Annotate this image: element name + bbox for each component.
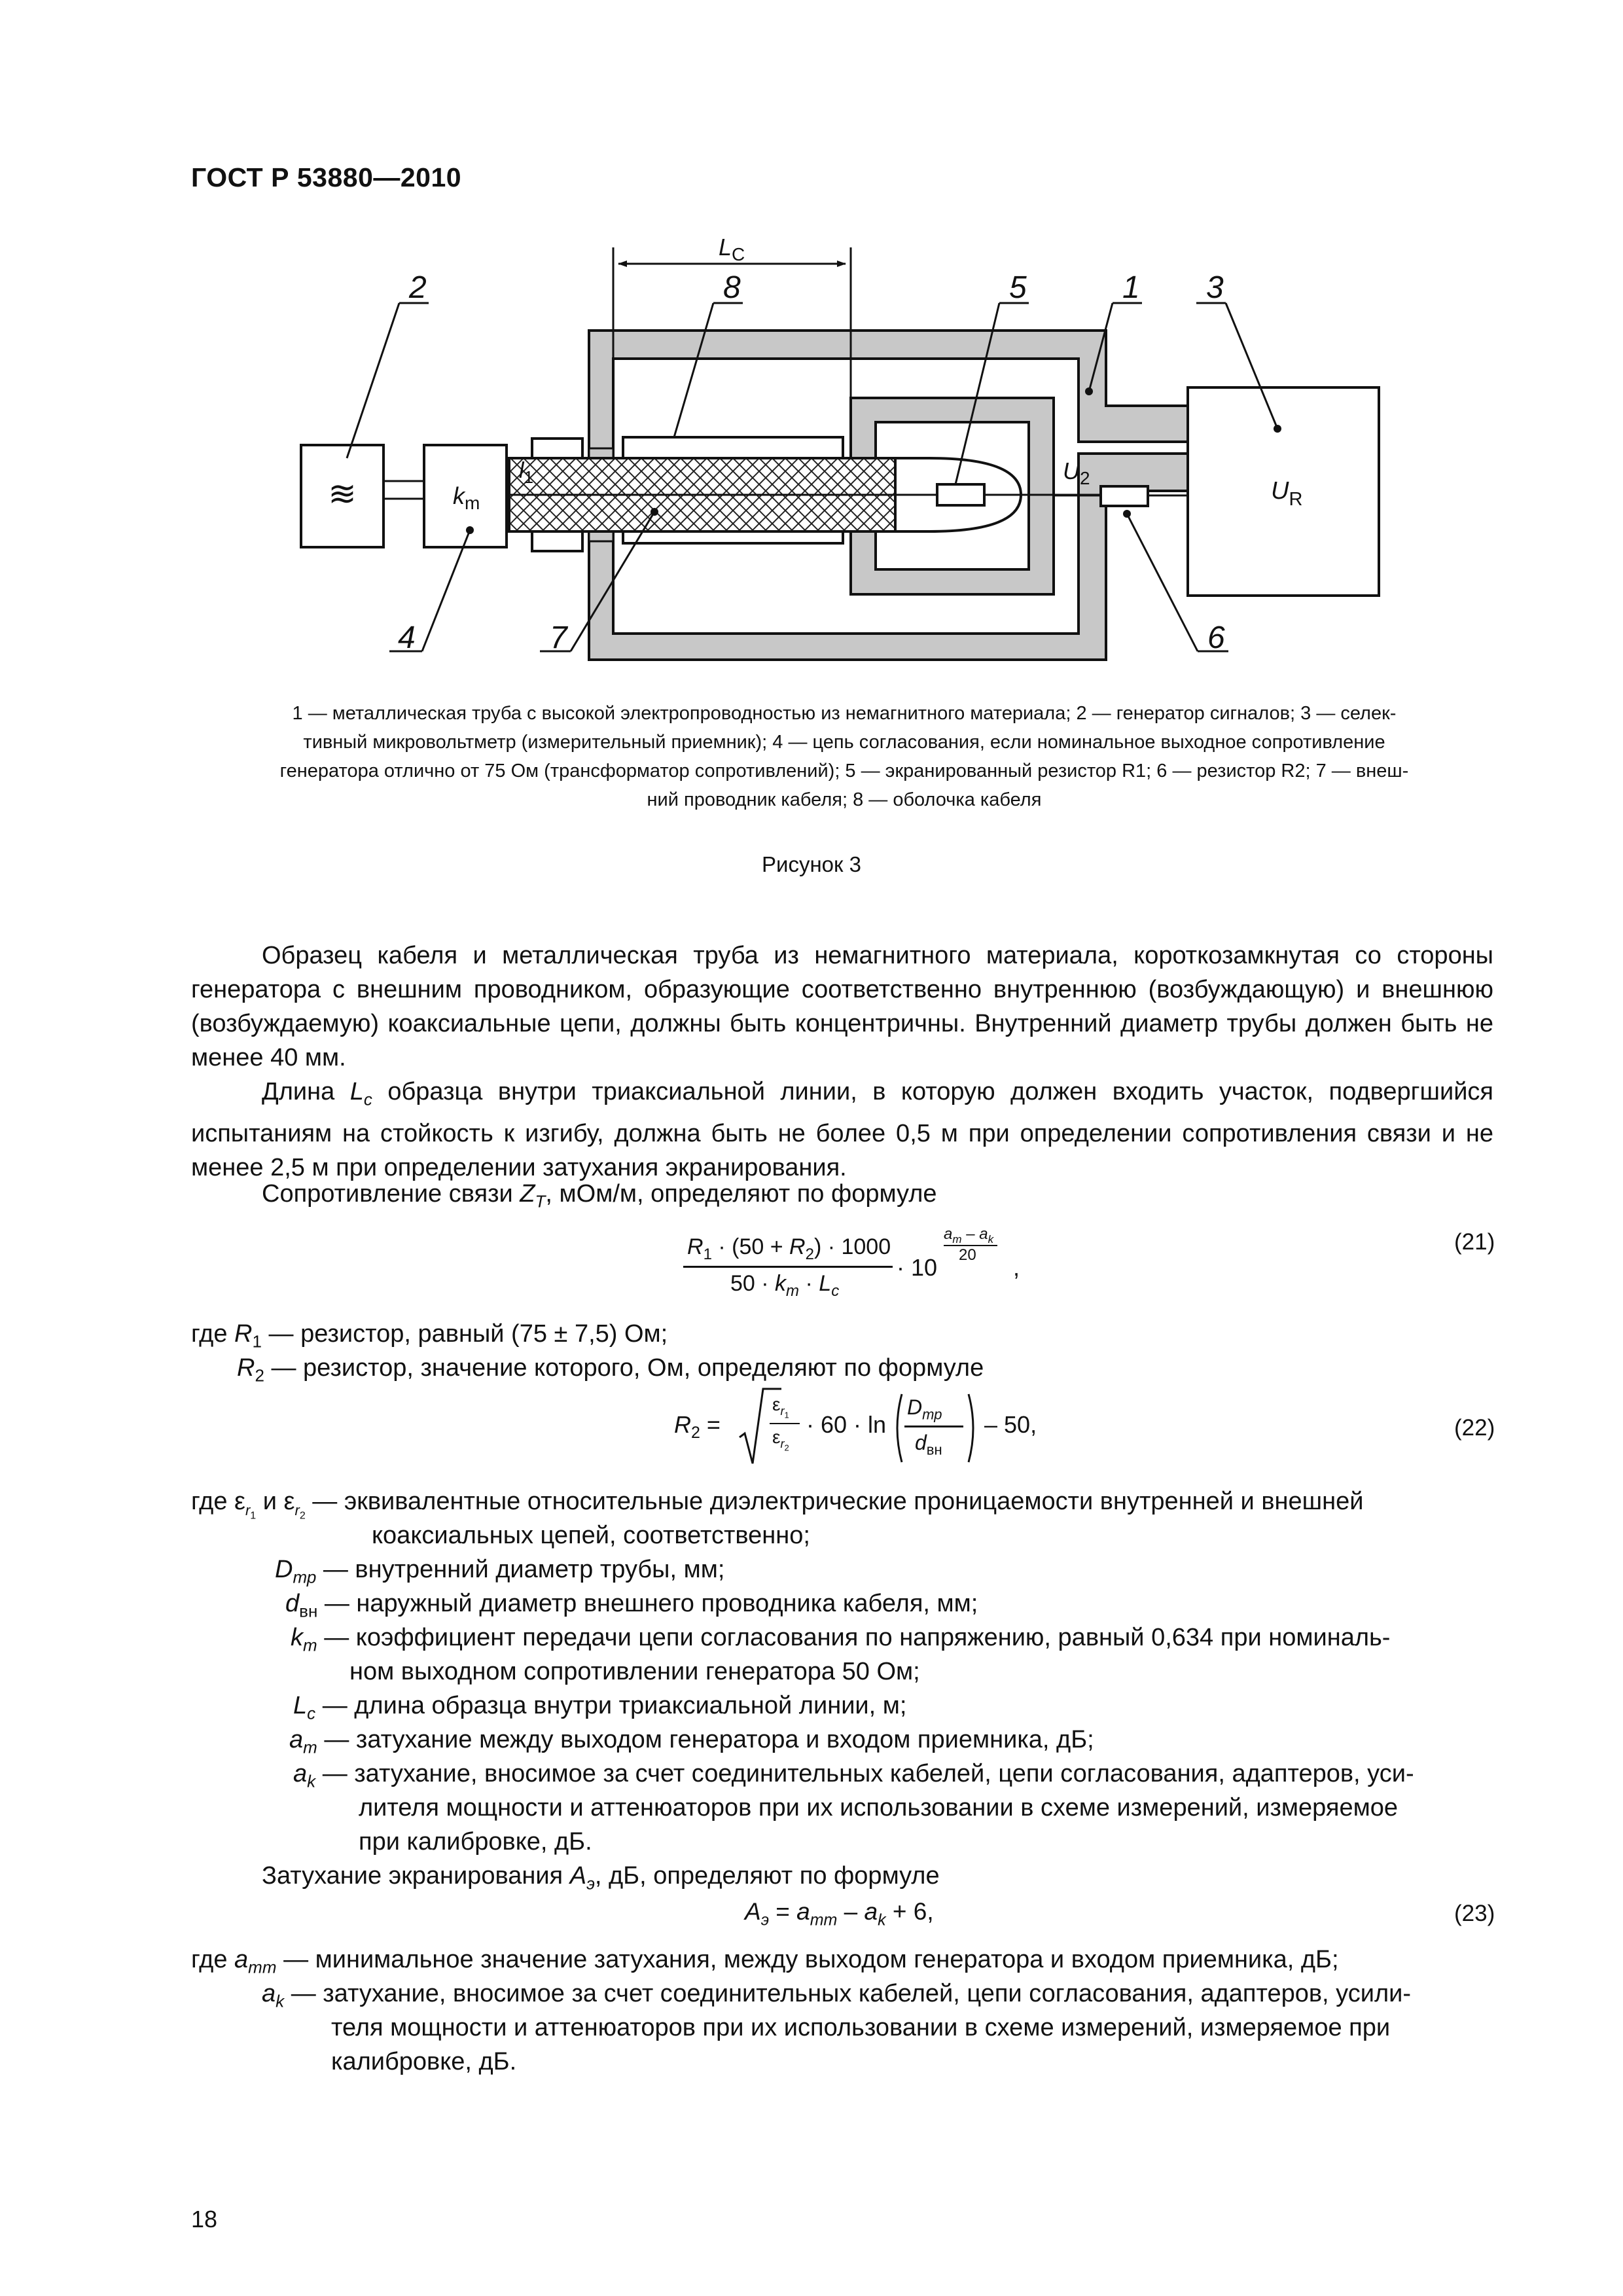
definition-km-cont: ном выходном сопротивлении генератора 50 Ом; xyxy=(349,1658,920,1685)
definition-am: $a_m$ — затухание между выходом генератора и входом приемника, дБ; xyxy=(289,1726,1094,1757)
ur-label: $U_R$ xyxy=(1271,477,1303,510)
paragraph-3: Сопротивление связи $Z_T$, мОм/м, определяют по формуле xyxy=(262,1180,937,1211)
figure-label: Рисунок 3 xyxy=(762,852,861,876)
definition-ak: $a_k$ — затухание, вносимое за счет соединительных кабелей, цепи согласования, адаптеров, уси- xyxy=(293,1760,1414,1791)
callout-8: 8 xyxy=(723,270,741,305)
resistor-r2 xyxy=(1101,486,1148,506)
l1-label: $l_1$ xyxy=(519,458,534,487)
equation-number-23: (23) xyxy=(1454,1901,1495,1926)
definition-ak-cont: лителя мощности и аттенюаторов при их использовании в схеме измерений, измеряемое xyxy=(359,1794,1398,1821)
definition-r2: $R_2$ — резистор, значение которого, Ом, определяют по формуле xyxy=(237,1354,984,1386)
callout-1: 1 xyxy=(1122,270,1140,305)
definition-km: $k_m$ — коэффициент передачи цепи согласования по напряжению, равный 0,634 при номиналь- xyxy=(291,1624,1391,1655)
resistor-r1 xyxy=(937,484,984,505)
formula-21: $R_1 \cdot (50 + R_2) \cdot 1000$ $50 \cdot k_m \cdot L_c$ · 10 $a_m - a_k$ 20 , xyxy=(681,1225,1073,1310)
callout-4: 4 xyxy=(398,620,416,655)
definition-amm: где $a_{mm}$ — минимальное значение затухания, между выходом генератора и входом приемника, дБ; xyxy=(191,1946,1339,1977)
definition-ak-cont-2: при калибровке, дБ. xyxy=(359,1828,592,1856)
callout-7: 7 xyxy=(550,620,567,655)
definitions-list xyxy=(191,1484,1500,1825)
page-number: 18 xyxy=(191,2206,218,2233)
caption-line: 1 — металлическая труба с высокой электропроводностью из немагнитного материала; 2 — генератор сигналов; 3 — селек- xyxy=(292,703,1397,724)
definition-eps-cont: коаксиальных цепей, соответственно; xyxy=(372,1522,810,1549)
km-label: $k_m$ xyxy=(453,482,480,513)
definition-dvn: $d_{вн}$ — наружный диаметр внешнего проводника кабеля, мм; xyxy=(285,1590,978,1621)
callout-3: 3 xyxy=(1206,270,1224,305)
formula-23: $A_э = a_{mm} - a_k + 6$, xyxy=(745,1898,934,1929)
u2-label: $U_2$ xyxy=(1063,457,1090,488)
figure-caption xyxy=(196,699,1492,814)
callout-6: 6 xyxy=(1207,620,1225,655)
callout-2: 2 xyxy=(409,270,427,305)
definition-ak2-cont-2: калибровке, дБ. xyxy=(331,2048,517,2075)
figure-3-diagram xyxy=(0,0,1623,694)
paragraph-4: Затухание экранирования $A_э$, дБ, определяют по формуле xyxy=(262,1862,940,1893)
formula-22: $R_2$ = $\varepsilon_{r_1}$ $\varepsilon_{r_2}$ · 60 · ln $D_{тр}$ $d_{вн}$ – 50, xyxy=(674,1386,1080,1471)
caption-line: тивный микровольтметр (измерительный приемник); 4 — цепь согласования, если номинальное выходное сопротивление xyxy=(303,732,1385,753)
definition-lc: $L_c$ — длина образца внутри триаксиальной линии, м; xyxy=(293,1692,907,1723)
paragraph-2: Длина $L_c$ образца внутри триаксиальной линии, в которую должен входить участок, подвергшийся испытаниям на стойкость к изгибу, должна быть не более 0,5 м при определении сопротивления связи и не менее 2,5 м при определении затухания экранирования. xyxy=(191,1078,1493,1181)
caption-line: генератора отлично от 75 Ом (трансформатор сопротивлений); 5 — экранированный резистор R1; 6 — резистор R2; 7 — внеш- xyxy=(279,761,1409,781)
caption-line: ний проводник кабеля; 8 — оболочка кабеля xyxy=(647,789,1042,810)
document-header: ГОСТ Р 53880—2010 xyxy=(191,162,462,192)
definition-r1: где $R_1$ — резистор, равный (75 ± 7,5) Ом; xyxy=(191,1320,668,1352)
definition-ak2-cont: теля мощности и аттенюаторов при их использовании в схеме измерений, измеряемое при xyxy=(331,2014,1391,2041)
definition-ak2: $a_k$ — затухание, вносимое за счет соединительных кабелей, цепи согласования, адаптеров, усили- xyxy=(262,1980,1412,2011)
definition-dtr: $D_{тр}$ — внутренний диаметр трубы, мм; xyxy=(275,1556,725,1587)
callout-5: 5 xyxy=(1009,270,1027,305)
lc-label: $L_C$ xyxy=(719,234,745,264)
equation-number-21: (21) xyxy=(1454,1229,1495,1255)
definition-eps: где $\varepsilon_{r_1}$ и $\varepsilon_{r_2}$ — эквивалентные относительные диэлектрические проницаемости внутренней и внешней xyxy=(191,1488,1364,1521)
generator-symbol: ≋ xyxy=(328,475,357,513)
equation-number-22: (22) xyxy=(1454,1415,1495,1441)
paragraph-1: Образец кабеля и металлическая труба из немагнитного материала, короткозамкнутая со стороны генератора с внешним проводником, образующие соответственно внутреннюю (возбуждающую) и внешнюю (возбуждаемую) коаксиальные цепи, должны быть концентричны. Внутренний диаметр трубы должен быть не менее 40 мм. xyxy=(191,942,1493,1071)
